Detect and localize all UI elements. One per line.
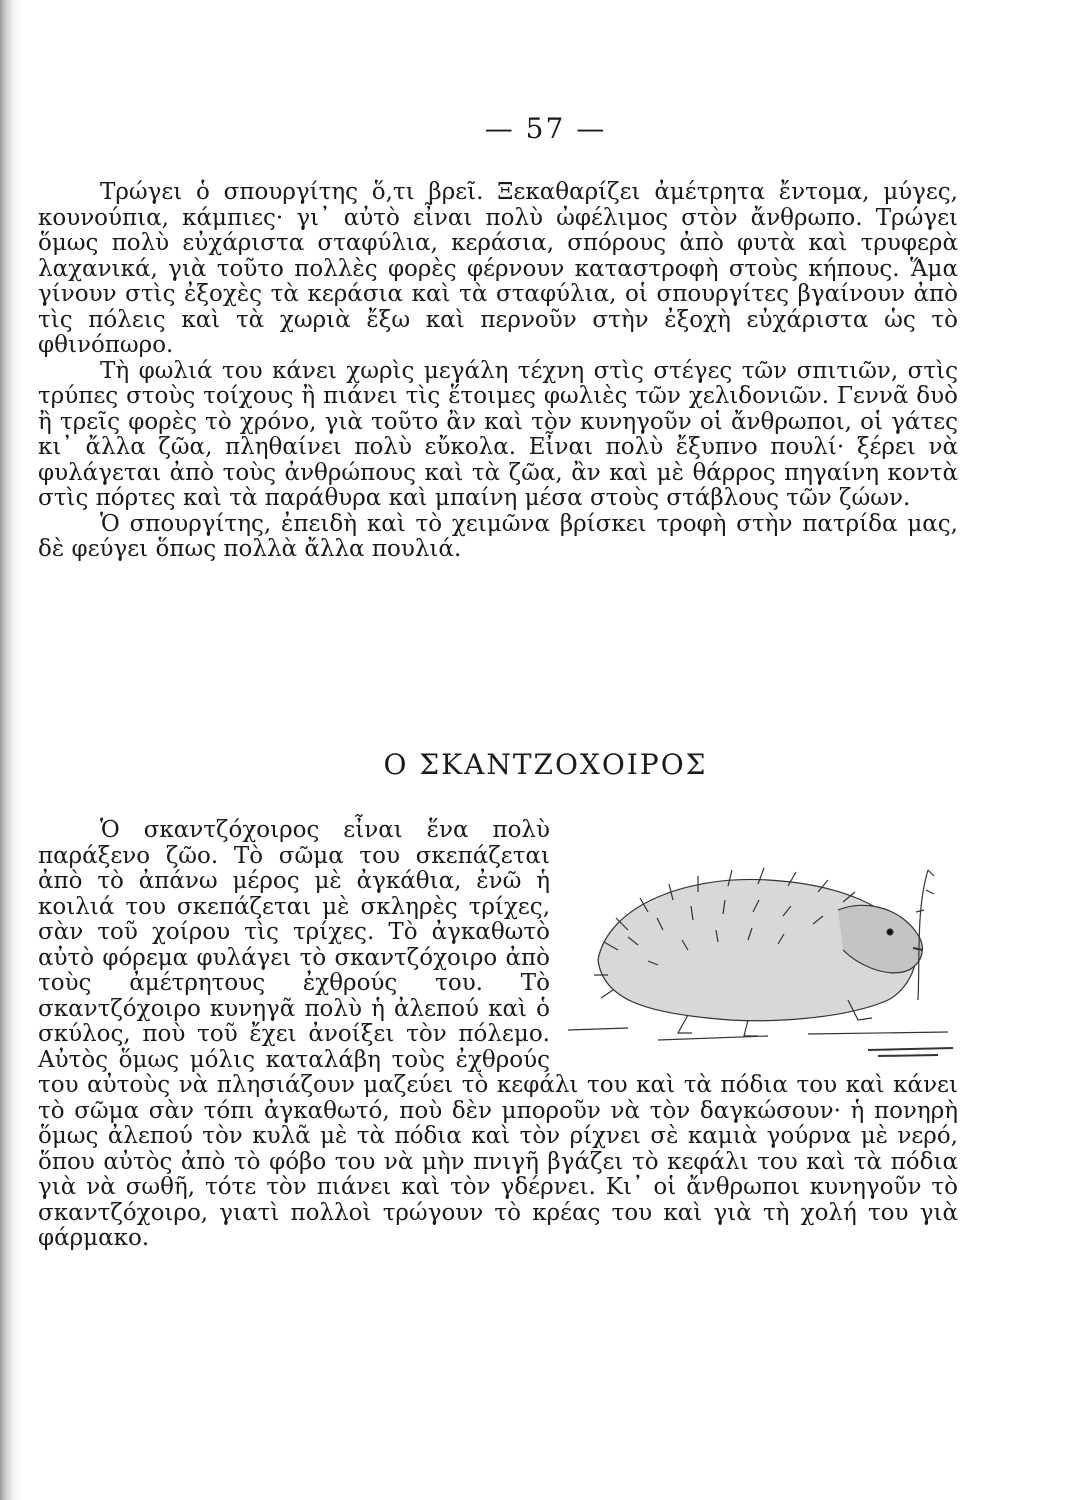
sparrow-text-block [38, 180, 958, 563]
section-heading: Ο ΣΚΑΝΤΖΟΧΟΙΡΟΣ [383, 748, 708, 781]
hedgehog-text-block [38, 818, 958, 1252]
paragraph: Ὁ σπουργίτης, ἐπειδὴ καὶ τὸ χειμῶνα βρίσκει τροφὴ στὴν πατρίδα μας, δὲ φεύγει ὅπως πολλὰ ἄλλα πουλιά. [38, 510, 958, 562]
hedgehog-illustration [568, 850, 958, 1068]
paragraph: Τρώγει ὁ σπουργίτης ὅ,τι βρεῖ. Ξεκαθαρίζει ἀμέτρητα ἔντομα, μύγες, κουνούπια, κάμπιες· γι᾽ αὐτὸ εἶναι πολὺ ὠφέλιμος στὸν ἄνθρωπο. Τρώγει ὅμως πολὺ εὐχάριστα σταφύλια, κεράσια, σπόρους ἀπὸ φυτὰ καὶ τρυφερὰ λαχανικά, γιὰ τοῦτο πολλὲς φορὲς φέρνουν καταστροφὴ στοὺς κήπους. Ἅμα γίνουν στὶς ἐξοχὲς τὰ κεράσια καὶ τὰ σταφύλια, οἱ σπουργίτες βγαίνουν ἀπὸ τὶς πόλεις καὶ τὰ χωριὰ ἔξω καὶ περνοῦν στὴν ἐξοχὴ εὐχάριστα ὡς τὸ φθινόπωρο. [38, 179, 958, 358]
hedgehog-drawing [568, 850, 958, 1068]
page-number: — 57 — [484, 112, 607, 145]
paragraph: Τὴ φωλιά του κάνει χωρὶς μεγάλη τέχνη στὶς στέγες τῶν σπιτιῶν, στὶς τρύπες στοὺς τοίχους ἢ πιάνει τὶς ἕτοιμες φωλιὲς τῶν χελιδονιῶν. Γεννᾶ δυὸ ἢ τρεῖς φορὲς τὸ χρόνο, γιὰ τοῦτο ἂν καὶ τὸν κυνηγοῦν οἱ ἄνθρωποι, οἱ γάτες κι᾽ ἄλλα ζῶα, πληθαίνει πολὺ εὔκολα. Εἶναι πολὺ ἔξυπνο πουλί· ξέρει νὰ φυλάγεται ἀπὸ τοὺς ἀνθρώπους καὶ τὰ ζῶα, ἂν καὶ μὲ θάρρος πηγαίνη κοντὰ στὶς πόρτες καὶ τὰ παράθυρα καὶ μπαίνη μέσα στοὺς στάβλους τῶν ζώων. [38, 357, 958, 511]
paragraph: Ὁ σκαντζόχοιρος εἶναι ἕνα πολὺ παράξενο ζῶο. Τὸ σῶμα του σκεπάζεται ἀπὸ τὸ ἀπάνω μέρος μὲ ἀγκάθια, ἐνῶ ἡ κοιλιά του σκεπάζεται μὲ σκληρὲς τρίχες, σὰν τοῦ χοίρου τὶς τρίχες. Τὸ ἀγκαθωτὸ αὐτὸ φόρεμα φυλάγει τὸ σκαντζόχοιρο ἀπὸ τοὺς ἀμέτρητους ἐχθρούς του. Τὸ σκαντζόχοιρο κυνηγᾶ πολὺ ἡ ἀλεπού καὶ ὁ σκύλος, ποὺ τοῦ ἔχει ἀνοίξει τὸν πόλεμο. Αὐτὸς ὅμως μόλις καταλάβη τοὺς ἐχθρούς του αὐτοὺς νὰ πλησιάζουν μαζεύει τὸ κεφάλι του καὶ τὰ πόδια του καὶ κάνει τὸ σῶμα σὰν τόπι ἀγκαθωτό, ποὺ δὲν μποροῦν νὰ τὸν δαγκώσουν· ἡ πονηρὴ ὅμως ἀλεπού τὸν κυλᾶ μὲ τὰ πόδια καὶ τὸν ρίχνει σὲ καμιὰ γούρνα μὲ νερό, ὅπου αὐτὸς ἀπὸ τὸ φόβο του νὰ μὴν πνιγῆ βγάζει τὸ κεφάλι του καὶ τὰ πόδια γιὰ νὰ σωθῆ, τότε τὸν πιάνει καὶ τὸν γδέρνει. Κι᾽ οἱ ἄνθρωποι κυνηγοῦν τὸ σκαντζόχοιρο, γιατὶ πολλοὶ τρώγουν τὸ κρέας του καὶ γιὰ τὴ χολή του γιὰ φάρμακο. [38, 817, 958, 1251]
